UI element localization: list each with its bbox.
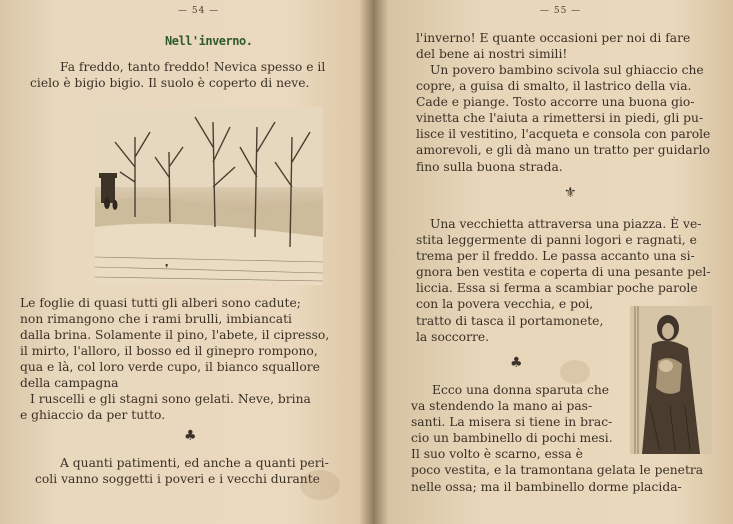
text-line: dalla brina. Solamente il pino, l'abete, il cipresso,	[20, 328, 330, 343]
club-ornament: ♣	[510, 355, 523, 371]
winter-landscape-illustration	[95, 107, 323, 285]
text-line: stita leggermente di panni logori e ragnati, e	[416, 233, 697, 248]
text-line: gnora ben vestita e coperta di una pesante pel-	[416, 265, 711, 280]
text-line: e ghiaccio da per tutto.	[20, 408, 166, 423]
text-line: Il suo volto è scarno, essa è	[411, 447, 583, 462]
text-line: l'inverno! E quante occasioni per noi di fare	[416, 31, 691, 45]
left-paragraph-3	[20, 391, 311, 423]
text-line: nelle ossa; ma il bambinello dorme placida-	[411, 479, 682, 494]
text-line: copre, a guisa di smalto, il lastrico della via.	[416, 79, 692, 94]
page-title: Nell'inverno.	[165, 34, 253, 48]
page-number-right: — 55 —	[540, 6, 582, 16]
text-line: amorevoli, e gli dà mano un tratto per guidarlo	[416, 143, 710, 158]
text-line: della campagna	[20, 376, 119, 391]
text-line: coli vanno soggetti i poveri e i vecchi durante	[35, 472, 320, 487]
text-line: Fa freddo, tanto freddo! Nevica spesso e il	[60, 60, 326, 74]
text-line: fino sulla buona strada.	[416, 159, 563, 174]
text-line: tratto di tasca il portamonete,	[416, 313, 604, 328]
left-paragraph-4	[35, 455, 329, 487]
text-line: cio un bambinello di pochi mesi.	[411, 431, 613, 446]
fleur-de-lis-ornament: ⚜	[564, 185, 577, 201]
text-line: Le foglie di quasi tutti gli alberi sono cadute;	[20, 296, 301, 310]
text-line: non rimangono che i rami brulli, imbiancati	[20, 312, 292, 327]
left-paragraph-2	[20, 295, 329, 392]
text-line: A quanti patimenti, ed anche a quanti peri-	[60, 456, 329, 470]
text-line: il mirto, l'alloro, il bosso ed il ginepro rompono,	[20, 344, 318, 359]
text-line: la soccorre.	[416, 329, 490, 344]
text-line: lisce il vestitino, l'acqueta e consola con parole	[416, 127, 711, 142]
club-ornament: ♣	[184, 428, 197, 444]
text-line: Un povero bambino scivola sul ghiaccio che	[430, 63, 704, 77]
text-line: trema per il freddo. Le passa accanto una si-	[416, 249, 695, 264]
right-paragraph-2	[416, 62, 710, 175]
text-line: qua e là, col loro verde cupo, il bianco squallore	[20, 360, 320, 375]
text-line: va stendendo la mano ai pas-	[411, 399, 593, 414]
paper-stain	[300, 470, 340, 500]
small-mark: ❜	[165, 262, 169, 275]
right-paragraph-1	[416, 30, 690, 62]
text-line: poco vestita, e la tramontana gelata le penetra	[411, 463, 704, 478]
page-number-left: — 54 —	[178, 6, 220, 16]
text-line: liccia. Essa si ferma a scambiar poche parole	[416, 281, 698, 296]
paper-stain	[560, 360, 590, 384]
text-line: Cade e piange. Tosto accorre una buona gio-	[416, 95, 695, 110]
text-line: Una vecchietta attraversa una piazza. È ve-	[430, 217, 702, 231]
text-line: del bene ai nostri simili!	[416, 47, 568, 62]
text-line: cielo è bigio bigio. Il suolo è coperto di neve.	[30, 76, 310, 91]
text-line: I ruscelli e gli stagni sono gelati. Neve, brina	[30, 392, 311, 406]
text-line: Ecco una donna sparuta che	[432, 383, 610, 397]
text-line: santi. La misera si tiene in brac-	[411, 415, 613, 430]
left-paragraph-1	[30, 59, 325, 91]
text-line: con la povera vecchia, e poi,	[416, 297, 594, 312]
text-line: vinetta che l'aiuta a rimettersi in piedi, gli pu-	[416, 111, 704, 126]
woman-with-child-illustration	[630, 306, 712, 454]
